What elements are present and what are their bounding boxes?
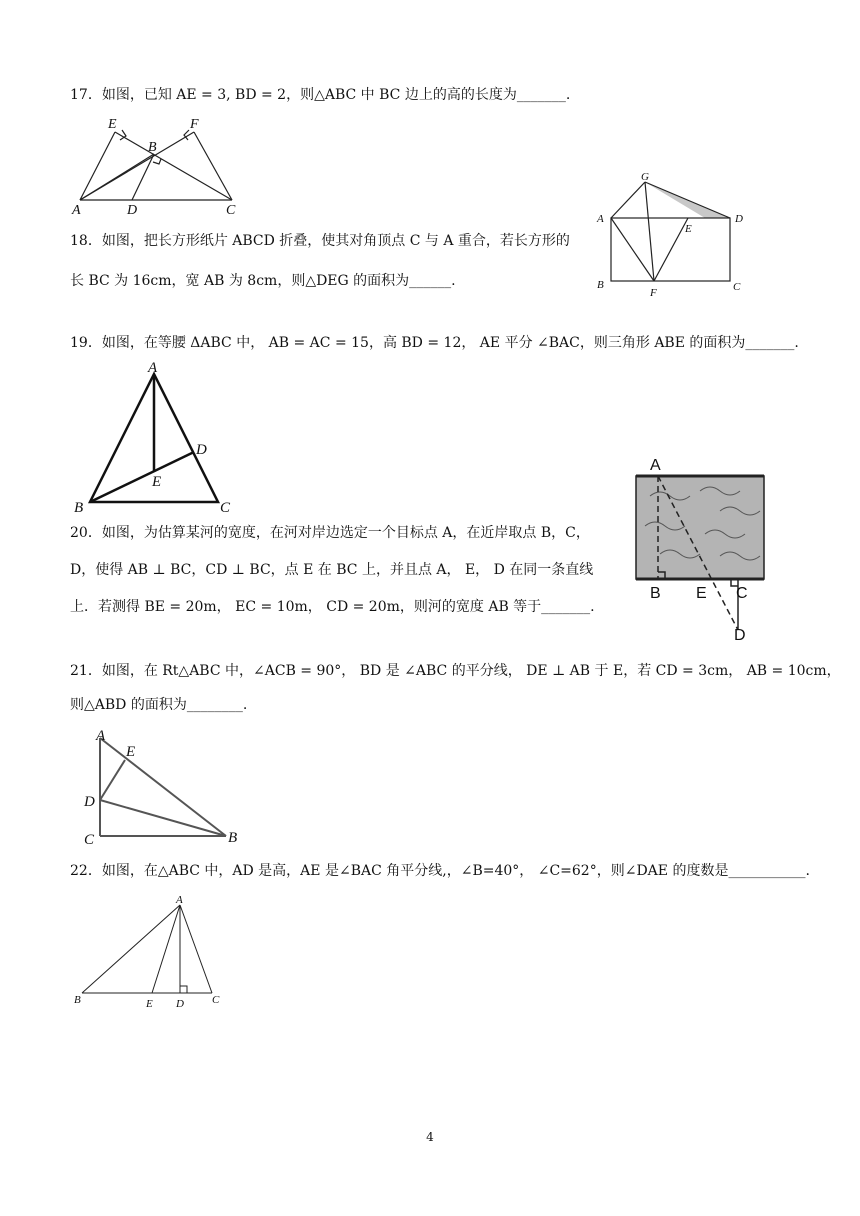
river (636, 476, 764, 579)
label-F: F (650, 287, 657, 299)
label-E: E (108, 117, 117, 132)
question-20: 20．如图，为估算某河的宽度，在河对岸边选定一个目标点 A，在近岸取点 B，C， D，使得 AB ⊥ BC，CD ⊥ BC，点 E 在 BC 上，并且点 A， E， D 在同一条直线 上．若测得 BE = 20m， EC = 10m， CD = 20m，则河的宽度 AB 等于_______. (70, 525, 595, 615)
figure-17 (70, 118, 270, 218)
label-E: E (685, 223, 692, 235)
label-E: E (126, 744, 136, 760)
label-A: A (176, 894, 183, 906)
figure-18 (595, 172, 765, 302)
figure-20 (630, 456, 780, 644)
page-number: 4 (426, 1130, 434, 1144)
label-D: D (127, 203, 138, 218)
label-F: F (190, 117, 199, 132)
label-D: D (84, 794, 95, 810)
label-G: G (641, 171, 649, 183)
label-B: B (148, 140, 157, 155)
label-C: C (736, 585, 748, 602)
label-C: C (212, 994, 220, 1006)
figure-22 (72, 895, 232, 1015)
label-C: C (84, 832, 95, 848)
figure-19 (72, 360, 242, 515)
label-C: C (733, 281, 741, 293)
label-B: B (74, 500, 84, 516)
label-C: C (220, 500, 231, 516)
label-E: E (696, 585, 707, 602)
question-17: 17．如图，已知 AE = 3, BD = 2，则△ABC 中 BC 边上的高的长度为_______. (70, 87, 571, 103)
label-B: B (74, 994, 81, 1006)
label-E: E (152, 474, 162, 490)
question-18: 18．如图，把长方形纸片 ABCD 折叠，使其对角顶点 C 与 A 重合，若长方形的 长 BC 为 16cm，宽 AB 为 8cm，则△DEG 的面积为______. (70, 233, 570, 289)
label-B: B (650, 585, 661, 602)
label-A: A (148, 360, 158, 376)
question-21: 21．如图，在 Rt△ABC 中，∠ACB = 90°， BD 是 ∠ABC 的平分线， DE ⊥ AB 于 E，若 CD = 3cm， AB = 10cm， 则△ABD 的面积为________. (70, 663, 841, 713)
label-B: B (597, 279, 604, 291)
label-A: A (597, 213, 604, 225)
label-D: D (196, 442, 207, 458)
figure-21 (80, 728, 250, 848)
question-22: 22．如图，在△ABC 中，AD 是高，AE 是∠BAC 角平分线,，∠B=40°， ∠C=62°，则∠DAE 的度数是___________. (70, 863, 810, 879)
label-D: D (734, 627, 746, 644)
label-A: A (72, 203, 81, 218)
label-A: A (650, 457, 661, 474)
label-B: B (228, 830, 238, 846)
label-C: C (226, 203, 236, 218)
label-A: A (96, 728, 106, 744)
question-19: 19．如图，在等腰 ΔABC 中， AB = AC = 15，高 BD = 12， AE 平分 ∠BAC，则三角形 ABE 的面积为_______. (70, 335, 799, 351)
label-D: D (176, 998, 184, 1010)
label-D: D (735, 213, 743, 225)
label-E: E (146, 998, 153, 1010)
